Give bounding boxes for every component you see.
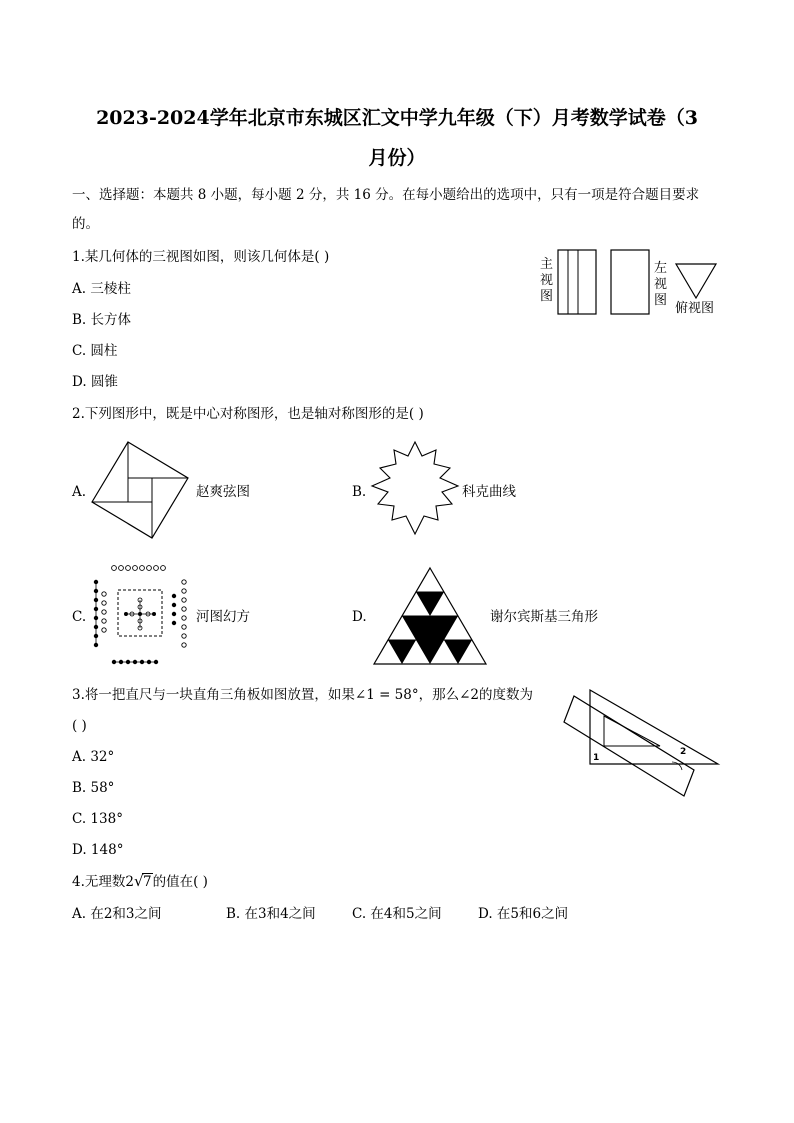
three-views-figure bbox=[538, 248, 728, 318]
section-instructions: 一、选择题：本题共 8 小题，每小题 2 分，共 16 分。在每小题给出的选项中，只有一项是符合题目要求 bbox=[72, 187, 700, 203]
question-3-stem: 3.将一把直尺与一块直角三角板如图放置，如果∠1 = 58°，那么∠2的度数为 bbox=[72, 687, 534, 703]
question-4-option-a: A. 在2和3之间 bbox=[72, 906, 162, 922]
angle-1-label: 1 bbox=[593, 753, 600, 763]
section-instructions-cont: 的。 bbox=[72, 216, 99, 232]
zhao-shuang-figure bbox=[90, 440, 190, 540]
question-2-option-c-letter: C. bbox=[72, 609, 87, 625]
ruler-triangle-figure bbox=[560, 688, 722, 800]
question-4-option-d: D. 在5和6之间 bbox=[478, 906, 569, 922]
question-2-option-b-caption: 科克曲线 bbox=[462, 484, 516, 500]
he-tu-figure bbox=[88, 562, 192, 668]
question-1-option-b: B. 长方体 bbox=[72, 312, 132, 328]
question-2-stem: 2.下列图形中，既是中心对称图形，也是轴对称图形的是( ) bbox=[72, 406, 424, 422]
question-2-option-a-letter: A. bbox=[72, 484, 87, 500]
main-view-label-2: 视 bbox=[540, 273, 554, 288]
main-view-label-1: 主 bbox=[540, 257, 554, 272]
question-3-stem-cont: ( ) bbox=[72, 718, 87, 734]
left-view-label-2: 视 bbox=[654, 277, 668, 292]
sqrt-radicand: 7 bbox=[142, 874, 152, 890]
question-4-option-c: C. 在4和5之间 bbox=[352, 906, 442, 922]
question-4-stem-post: 的值在( ) bbox=[152, 874, 208, 890]
page-title-line1: 2023-2024学年北京市东城区汇文中学九年级（下）月考数学试卷（3 bbox=[96, 107, 698, 129]
question-2-option-b-letter: B. bbox=[352, 484, 367, 500]
question-2-option-d-caption: 谢尔宾斯基三角形 bbox=[490, 609, 598, 625]
set-square-outer bbox=[590, 690, 718, 764]
koch-snowflake-outline bbox=[372, 442, 458, 534]
question-3-option-a: A. 32° bbox=[72, 749, 115, 765]
question-1-option-a: A. 三棱柱 bbox=[72, 281, 131, 297]
question-3-option-d: D. 148° bbox=[72, 842, 124, 858]
set-square-inner bbox=[604, 716, 660, 746]
left-view-rect bbox=[611, 250, 649, 314]
question-4-option-b: B. 在3和4之间 bbox=[226, 906, 316, 922]
angle-2-label: 2 bbox=[680, 747, 687, 757]
question-2-option-a-caption: 赵爽弦图 bbox=[196, 484, 250, 500]
question-4-stem-pre: 4.无理数2 bbox=[72, 874, 134, 890]
koch-curve-figure bbox=[370, 440, 460, 540]
question-1-stem: 1.某几何体的三视图如图，则该几何体是( ) bbox=[72, 249, 330, 265]
page-title-line2: 月份） bbox=[368, 147, 426, 169]
zhao-outer-square bbox=[92, 442, 188, 538]
top-view-triangle bbox=[676, 264, 716, 298]
sierpinski-figure bbox=[372, 566, 488, 666]
main-view-rect bbox=[558, 250, 596, 314]
left-view-label-1: 左 bbox=[654, 261, 668, 276]
question-2-option-d-letter: D. bbox=[352, 609, 367, 625]
question-1-option-c: C. 圆柱 bbox=[72, 343, 118, 359]
question-3-option-c: C. 138° bbox=[72, 811, 123, 827]
left-view-label-3: 图 bbox=[654, 293, 668, 308]
sqrt-expression bbox=[134, 873, 153, 891]
top-view-label: 俯视图 bbox=[675, 301, 715, 316]
question-4-stem bbox=[72, 873, 208, 891]
question-3-option-b: B. 58° bbox=[72, 780, 115, 796]
question-1-option-d: D. 圆锥 bbox=[72, 374, 118, 390]
question-2-option-c-caption: 河图幻方 bbox=[196, 609, 250, 625]
main-view-label-3: 图 bbox=[540, 289, 554, 304]
sqrt-sign-icon: √ bbox=[133, 872, 144, 890]
